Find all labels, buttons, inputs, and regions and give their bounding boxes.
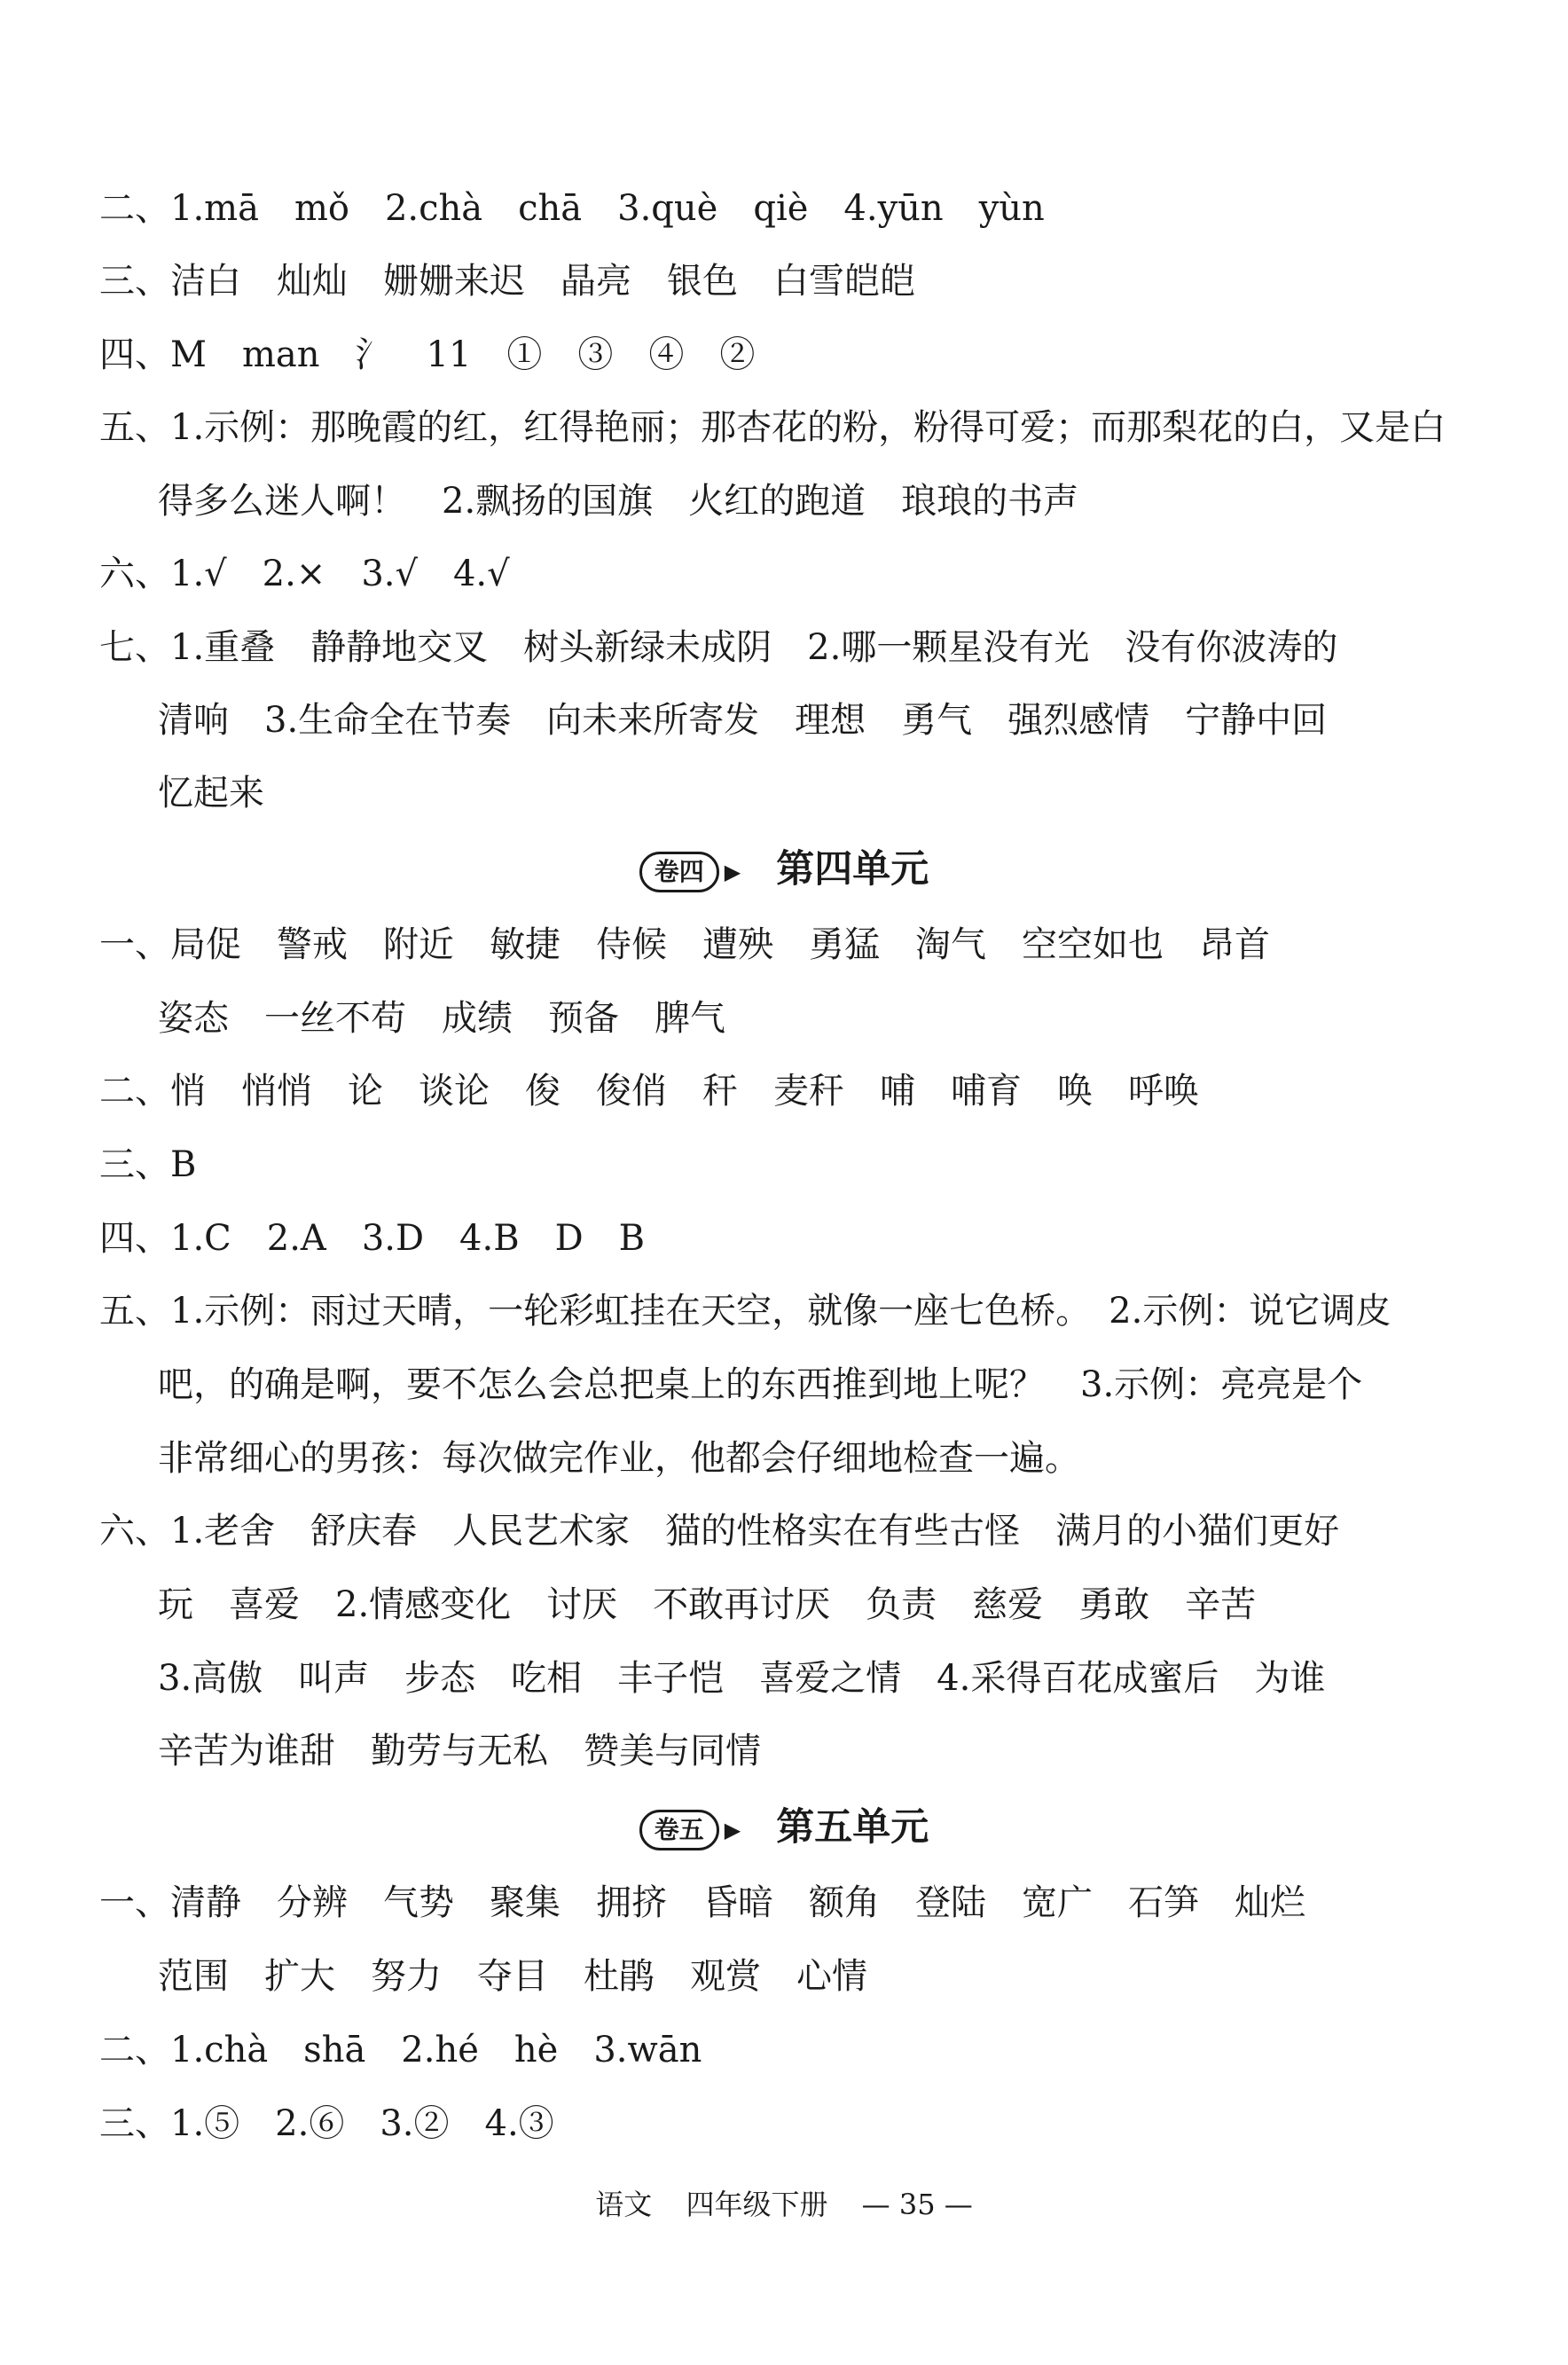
- answer-line: 吧，的确是啊，要不怎么会总把桌上的东西推到地上呢？ 3.示例：亮亮是个: [158, 1364, 1363, 1405]
- answer-line: 一、清静 分辨 气势 聚集 拥挤 昏暗 额角 登陆 宽广 石笋 灿烂: [99, 1882, 1305, 1923]
- page-number: — 35 —: [861, 2188, 973, 2221]
- section-heading-unit-4: [0, 843, 1568, 899]
- section-badge: 卷五: [639, 1810, 719, 1850]
- answer-line: 四、1.C 2.A 3.D 4.B D B: [99, 1218, 646, 1259]
- answer-line: 得多么迷人啊！ 2.飘扬的国旗 火红的跑道 琅琅的书声: [158, 481, 1079, 522]
- answer-line: 四、M man 氵 11 ① ③ ④ ②: [99, 334, 756, 375]
- answer-line: 清响 3.生命全在节奏 向未来所寄发 理想 勇气 强烈感情 宁静中回: [158, 700, 1328, 741]
- answer-line: 3.高傲 叫声 步态 吃相 丰子恺 喜爱之情 4.采得百花成蜜后 为谁: [158, 1658, 1326, 1699]
- triangle-arrow-icon: ▶: [724, 859, 741, 884]
- answer-line: 一、局促 警戒 附近 敏捷 侍候 遭殃 勇猛 淘气 空空如也 昂首: [99, 924, 1270, 965]
- page-footer: [0, 2182, 1568, 2227]
- answer-line: 六、1.√ 2.× 3.√ 4.√: [99, 554, 510, 594]
- answer-line: 三、洁白 灿灿 姗姗来迟 晶亮 银色 白雪皑皑: [99, 261, 915, 302]
- answer-line: 五、1.示例：雨过天晴，一轮彩虹挂在天空，就像一座七色桥。 2.示例：说它调皮: [99, 1291, 1392, 1332]
- answer-line: 三、1.⑤ 2.⑥ 3.② 4.③: [99, 2103, 554, 2144]
- answer-line: 范围 扩大 努力 夺目 杜鹃 观赏 心情: [158, 1956, 867, 1997]
- answer-line: 忆起来: [158, 773, 264, 813]
- answer-line: 非常细心的男孩：每次做完作业，他都会仔细地检查一遍。: [158, 1438, 1080, 1479]
- answer-line: 辛苦为谁甜 勤劳与无私 赞美与同情: [158, 1731, 761, 1772]
- answer-line: 二、1.mā mǒ 2.chà chā 3.què qiè 4.yūn yùn: [99, 188, 1045, 229]
- section-badge: 卷四: [639, 852, 719, 892]
- answer-line: 姿态 一丝不苟 成绩 预备 脾气: [158, 998, 725, 1039]
- section-title: 第五单元: [776, 1805, 929, 1850]
- answer-line: 五、1.示例：那晚霞的红，红得艳丽；那杏花的粉，粉得可爱；而那梨花的白，又是白: [99, 407, 1446, 448]
- answer-line: 二、1.chà shā 2.hé hè 3.wān: [99, 2030, 702, 2070]
- section-title: 第四单元: [776, 847, 929, 892]
- footer-subject: 语文: [595, 2188, 653, 2221]
- answer-line: 二、悄 悄悄 论 谈论 俊 俊俏 秆 麦秆 哺 哺育 唤 呼唤: [99, 1071, 1199, 1112]
- answer-line: 三、B: [99, 1144, 197, 1185]
- answer-line: 七、1.重叠 静静地交叉 树头新绿未成阴 2.哪一颗星没有光 没有你波涛的: [99, 627, 1338, 668]
- answer-line: 玩 喜爱 2.情感变化 讨厌 不敢再讨厌 负责 慈爱 勇敢 辛苦: [158, 1584, 1257, 1625]
- answer-line: 六、1.老舍 舒庆春 人民艺术家 猫的性格实在有些古怪 满月的小猫们更好: [99, 1511, 1340, 1552]
- triangle-arrow-icon: ▶: [724, 1817, 741, 1842]
- footer-grade: 四年级下册: [686, 2188, 828, 2221]
- section-heading-unit-5: [0, 1801, 1568, 1857]
